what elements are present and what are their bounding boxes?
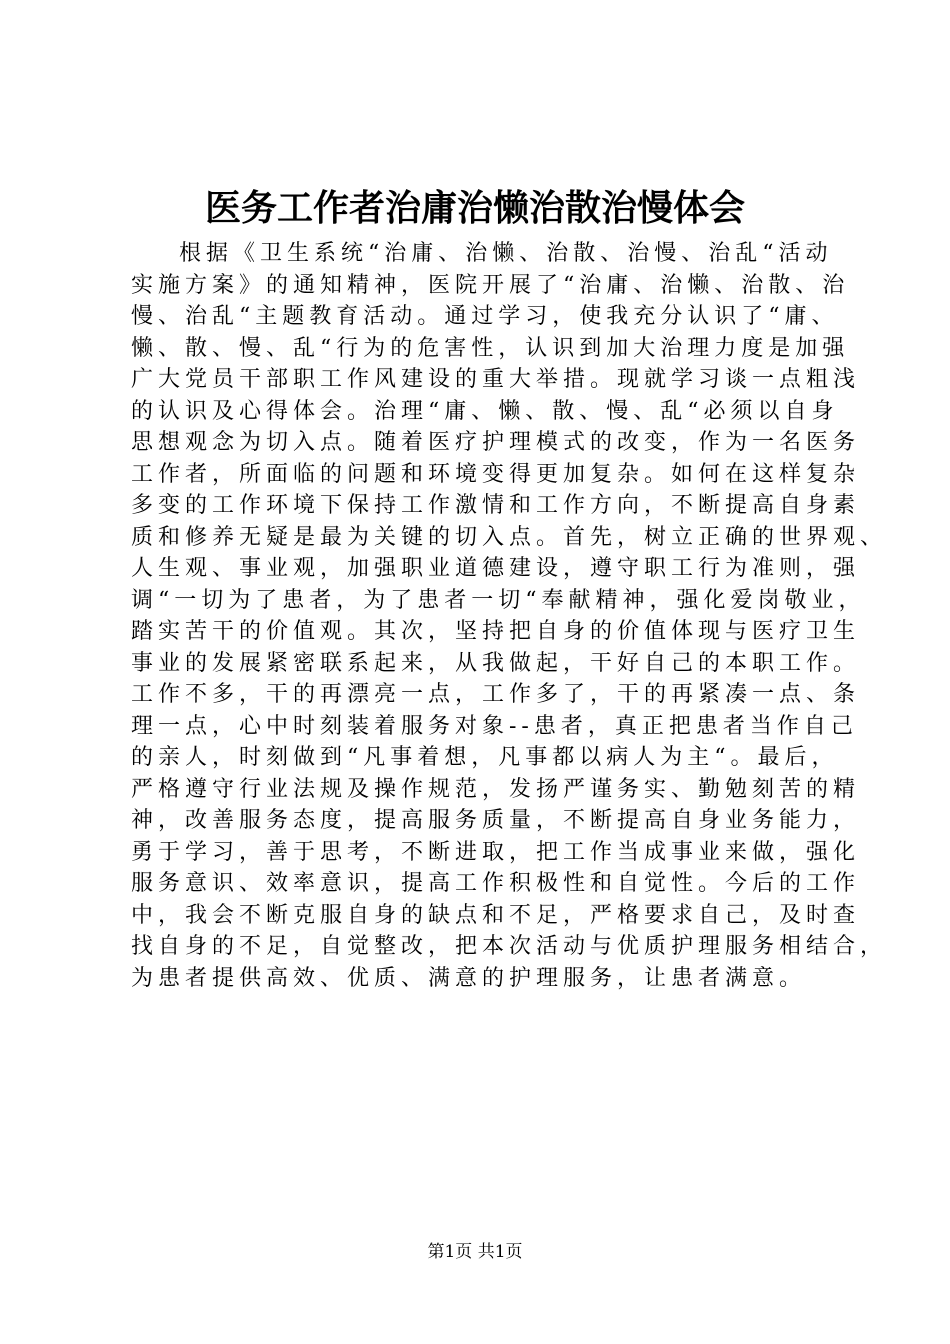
- body-line: 工作不多，干的再漂亮一点，工作多了，干的再紧凑一点、条: [131, 682, 861, 707]
- body-line: 懒、散、慢、乱“行为的危害性，认识到加大治理力度是加强: [131, 335, 850, 361]
- document-body: [131, 238, 888, 994]
- body-line: 广大党员干部职工作风建设的重大举措。现就学习谈一点粗浅: [131, 367, 861, 392]
- body-line: 人生观、事业观，加强职业道德建设，遵守职工行为准则，强: [131, 556, 861, 581]
- body-line: 事业的发展紧密联系起来，从我做起，干好自己的本职工作。: [131, 650, 861, 676]
- body-line: 调“一切为了患者，为了患者一切“奉献精神，强化爱岗敬业，: [131, 587, 866, 613]
- body-line: 实施方案》的通知精神，医院开展了“治庸、治懒、治散、治: [131, 272, 850, 298]
- body-line: 为患者提供高效、优质、满意的护理服务，让患者满意。: [131, 965, 807, 991]
- body-line: 的亲人，时刻做到“凡事着想，凡事都以病人为主“。最后，: [131, 745, 839, 770]
- body-line: 质和修养无疑是最为关键的切入点。首先，树立正确的世界观、: [131, 524, 888, 550]
- body-line: 理一点，心中时刻装着服务对象--患者，真正把患者当作自己: [131, 713, 858, 739]
- body-line: 中，我会不断克服自身的缺点和不足，严格要求自己，及时查: [131, 902, 861, 928]
- body-line: 服务意识、效率意识，提高工作积极性和自觉性。今后的工作: [131, 871, 861, 896]
- body-line: 严格遵守行业法规及操作规范，发扬严谨务实、勤勉刻苦的精: [131, 776, 861, 802]
- body-line: 工作者，所面临的问题和环境变得更加复杂。如何在这样复杂: [131, 461, 861, 487]
- body-line: 的认识及心得体会。治理“庸、懒、散、慢、乱“必须以自身: [131, 398, 839, 424]
- body-line: 找自身的不足，自觉整改，把本次活动与优质护理服务相结合，: [131, 934, 888, 959]
- body-line: 踏实苦干的价值观。其次，坚持把自身的价值体现与医疗卫生: [131, 619, 861, 644]
- document-title: 医务工作者治庸治懒治散治慢体会: [204, 188, 745, 229]
- body-line: 神，改善服务态度，提高服务质量，不断提高自身业务能力，: [131, 808, 861, 833]
- page-footer: 第1页 共1页: [427, 1242, 523, 1262]
- body-line: 勇于学习，善于思考，不断进取，把工作当成事业来做，强化: [131, 839, 861, 865]
- body-line: 根据《卫生系统“治庸、治懒、治散、治慢、治乱“活动: [179, 241, 833, 266]
- body-line: 多变的工作环境下保持工作激情和工作方向，不断提高自身素: [131, 493, 861, 518]
- body-line: 思想观念为切入点。随着医疗护理模式的改变，作为一名医务: [131, 430, 861, 455]
- body-line: 慢、治乱“主题教育活动。通过学习，使我充分认识了“庸、: [131, 304, 839, 329]
